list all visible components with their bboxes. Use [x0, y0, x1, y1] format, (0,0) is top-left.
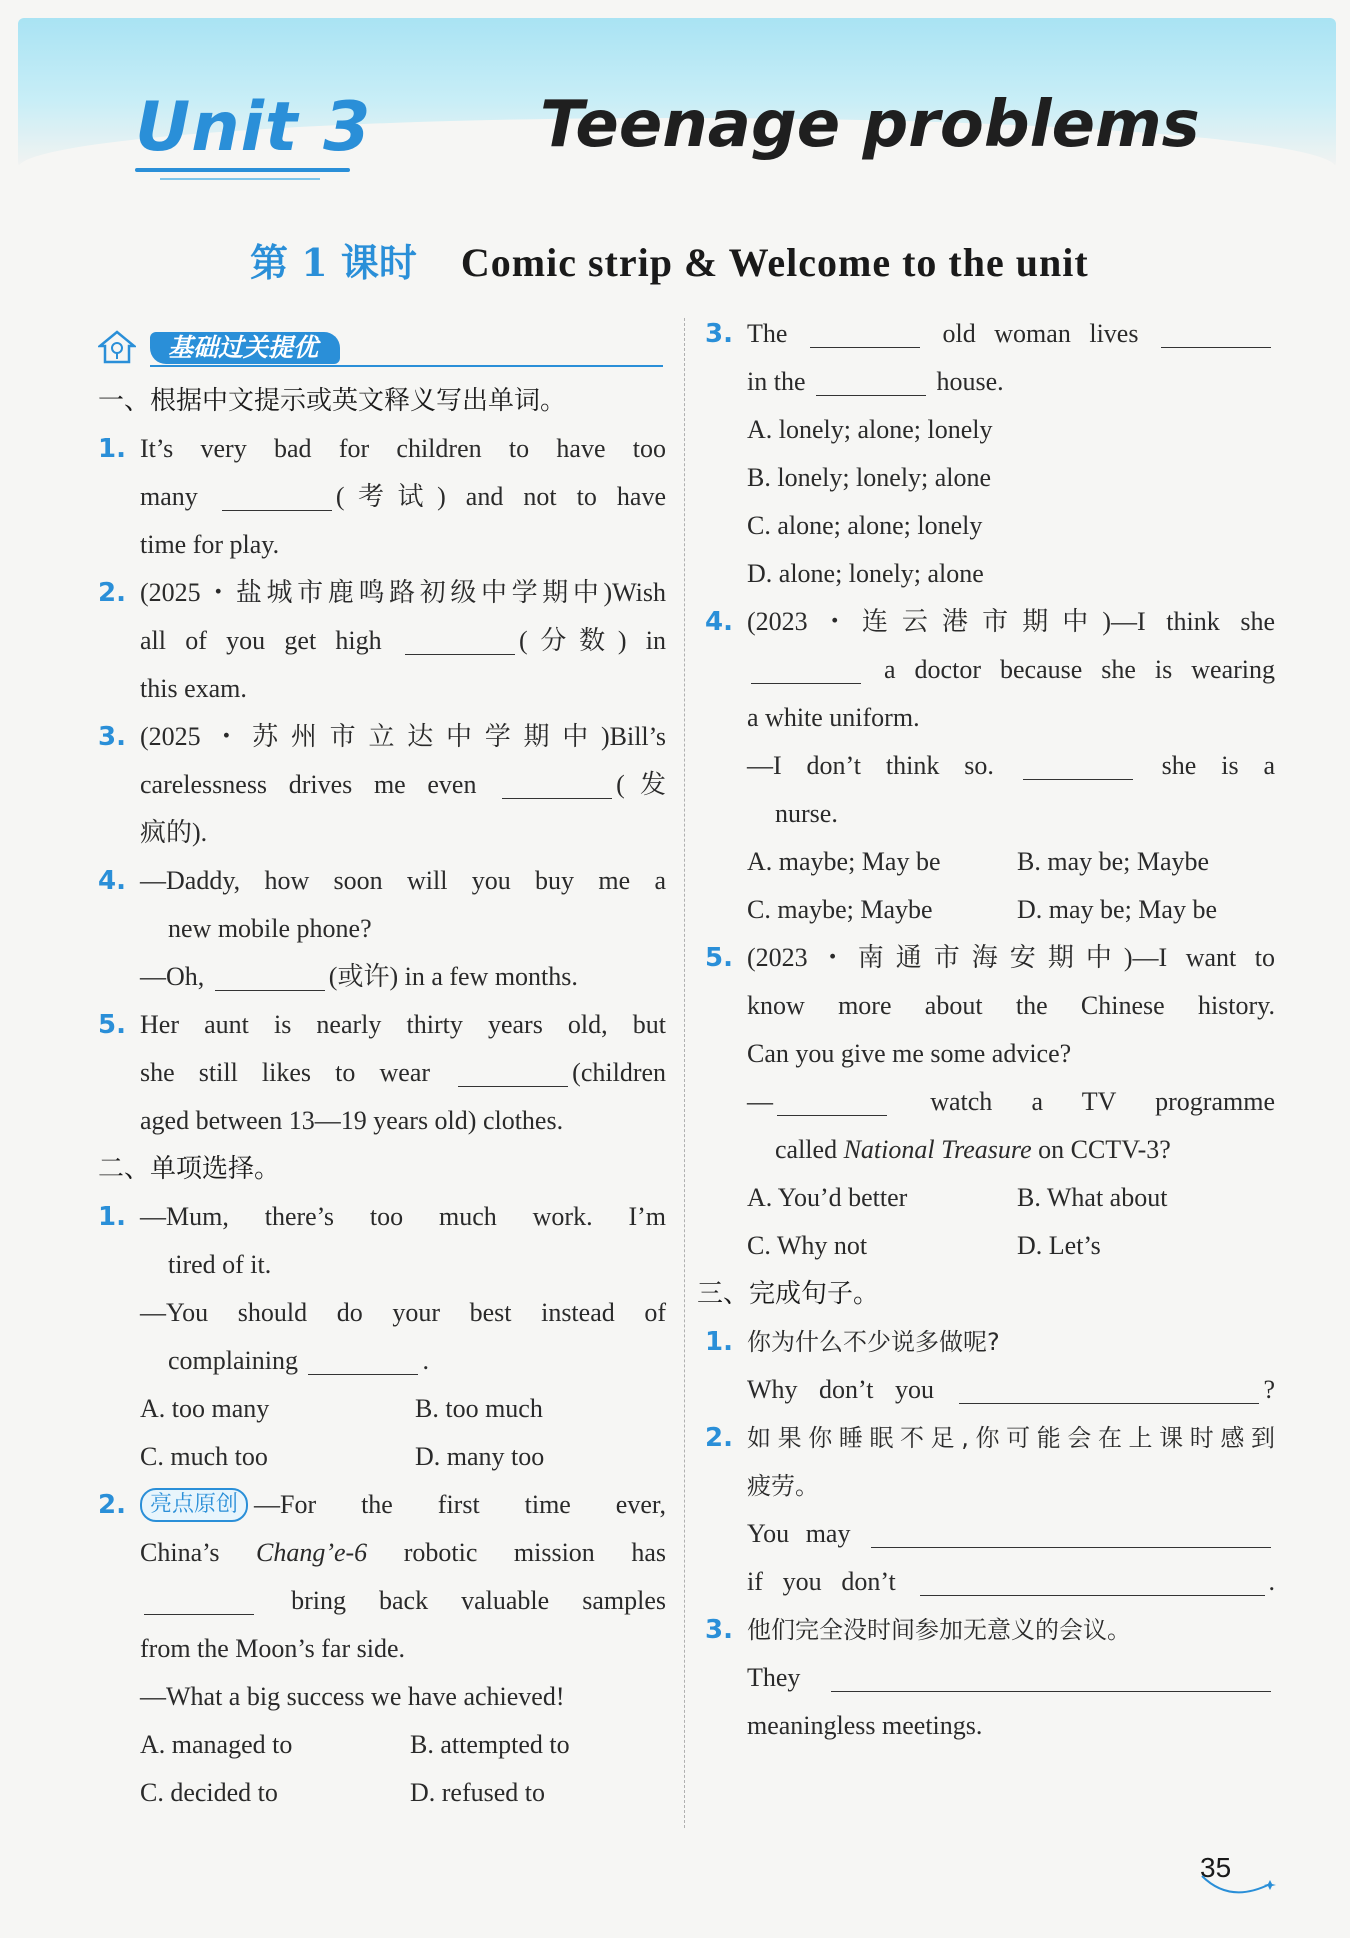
question-text: house. [936, 367, 1004, 396]
question-line [747, 1510, 1275, 1558]
question-line: (2025・苏州市立达中学期中)Bill’s [140, 722, 666, 751]
question-text: she is a [1161, 751, 1275, 780]
question-line: Her aunt is nearly thirty years old, but [140, 1010, 666, 1039]
question-line [747, 742, 1275, 790]
choice-question-4 [705, 598, 1275, 934]
question-text-italic: Chang’e-6 [255, 1538, 368, 1567]
option-d[interactable]: D. many too [415, 1442, 545, 1471]
column-divider [684, 318, 685, 1828]
question-line [747, 1558, 1275, 1606]
question-line: a white uniform. [747, 703, 920, 732]
answer-blank[interactable] [1161, 317, 1271, 348]
question-number: 5. [98, 1010, 126, 1040]
choice-question-2 [98, 1481, 666, 1817]
sentence-question-1 [705, 1318, 1275, 1414]
question-text: . [1268, 1567, 1275, 1596]
question-number: 2. [98, 578, 126, 608]
question-line [747, 1366, 1275, 1414]
answer-blank[interactable] [405, 624, 515, 655]
question-text: (分数) in [518, 626, 667, 655]
question-line: from the Moon’s far side. [140, 1634, 406, 1663]
question-text: Why don’t you [747, 1375, 934, 1404]
question-line: time for play. [140, 530, 280, 559]
question-number: 2. [705, 1423, 733, 1453]
question-line [747, 1126, 1275, 1174]
fill-question-3 [98, 713, 666, 857]
question-line [747, 646, 1275, 694]
question-number: 3. [98, 722, 126, 752]
part2-title: 二、单项选择。 [98, 1154, 281, 1184]
question-line: 他们完全没时间参加无意义的会议。 [747, 1616, 1131, 1644]
question-line: know more about the Chinese history. [747, 991, 1275, 1020]
choice-question-5 [705, 934, 1275, 1270]
question-number: 3. [705, 1615, 733, 1645]
right-column [697, 310, 1276, 1750]
answer-blank[interactable] [144, 1584, 254, 1615]
question-text: watch a TV programme [930, 1087, 1275, 1116]
answer-blank[interactable] [831, 1661, 1271, 1692]
question-line: this exam. [140, 674, 247, 703]
lesson-title: Comic strip & Welcome to the unit [460, 240, 1089, 285]
question-number: 1. [98, 434, 126, 464]
question-line: 疯的). [140, 818, 208, 847]
option-b[interactable]: B. too much [415, 1394, 543, 1423]
question-line [140, 617, 666, 665]
question-line [140, 1577, 666, 1625]
question-line [140, 1337, 666, 1385]
options-row [140, 1769, 666, 1817]
question-line: Can you give me some advice? [747, 1039, 1072, 1068]
question-text: robotic mission has [403, 1538, 666, 1567]
option-b[interactable]: B. What about [1017, 1183, 1168, 1212]
question-line [140, 1481, 666, 1529]
option-b[interactable]: B. attempted to [410, 1730, 570, 1759]
question-text: (发 [616, 770, 666, 799]
question-text-italic: National Treasure [843, 1135, 1032, 1164]
unit-underline-secondary [160, 178, 320, 180]
question-text: The [747, 319, 788, 348]
question-line: (2023・南通市海安期中)—I want to [747, 943, 1275, 972]
unit-label: Unit 3 [135, 88, 372, 167]
options-row [140, 1721, 666, 1769]
question-line: new mobile phone? [168, 914, 372, 943]
question-line [140, 761, 666, 809]
question-text: old woman lives [942, 319, 1139, 348]
question-line: aged between 13—19 years old) clothes. [140, 1106, 564, 1135]
question-line: — watch a TV programme [747, 1087, 1275, 1116]
question-text: if you don’t [747, 1567, 896, 1596]
house-icon [98, 330, 136, 364]
question-line: It’s very bad for children to have too [140, 434, 666, 463]
answer-blank[interactable] [871, 1517, 1271, 1548]
fill-question-4 [98, 857, 666, 1001]
question-text: many [140, 482, 198, 511]
answer-blank[interactable] [215, 960, 325, 991]
option-c[interactable]: C. decided to [140, 1778, 278, 1807]
part3-title: 三、完成句子。 [697, 1279, 880, 1309]
question-line: —Daddy, how soon will you buy me a [140, 866, 666, 895]
options-row [140, 1385, 666, 1433]
option-d[interactable]: D. refused to [410, 1778, 546, 1807]
page-curve-icon [1200, 1870, 1280, 1900]
question-text: carelessness drives me even [140, 770, 477, 799]
question-text: ? [1263, 1375, 1275, 1404]
option-d[interactable]: D. may be; May be [1017, 895, 1218, 924]
option-a[interactable]: A. managed to [140, 1730, 293, 1759]
badge-rule [150, 365, 663, 367]
option-a[interactable]: A. too many [140, 1394, 270, 1423]
answer-blank[interactable] [959, 1373, 1259, 1404]
options-row [747, 838, 1275, 886]
question-line [747, 310, 1275, 358]
question-line: nurse. [775, 799, 838, 828]
question-number: 1. [98, 1202, 126, 1232]
question-text: (考试) and not to have [335, 482, 666, 511]
part1-title: 一、根据中文提示或英文释义写出单词。 [98, 386, 567, 416]
options-row [747, 886, 1275, 934]
answer-blank[interactable] [920, 1565, 1265, 1596]
options-row [747, 1222, 1275, 1270]
option-d[interactable]: D. alone; lonely; alone [747, 559, 984, 588]
badge-label: 基础过关提优 [150, 332, 340, 364]
option-c[interactable]: C. much too [140, 1442, 268, 1471]
answer-blank[interactable] [1023, 749, 1133, 780]
page-number: 35 [1200, 1852, 1232, 1883]
answer-blank[interactable] [308, 1344, 418, 1375]
choice-question-3 [705, 310, 1275, 598]
question-text: . [422, 1346, 429, 1375]
question-text: on CCTV-3? [1038, 1135, 1171, 1164]
options-row [140, 1433, 666, 1481]
question-line: —What a big success we have achieved! [140, 1682, 565, 1711]
question-number: 4. [705, 607, 733, 637]
options-row [747, 1174, 1275, 1222]
unit-title: Teenage problems [540, 88, 1200, 162]
option-a[interactable]: A. You’d better [747, 1183, 908, 1212]
question-text: —Oh, [140, 962, 205, 991]
option-c[interactable]: C. Why not [747, 1231, 868, 1260]
unit-underline [135, 168, 350, 172]
fill-question-2 [98, 569, 666, 713]
question-line: meaningless meetings. [747, 1711, 983, 1740]
question-line [140, 1049, 666, 1097]
question-line: 如果你睡眠不足,你可能会在上课时感到 [747, 1424, 1275, 1452]
question-number: 2. [98, 1490, 126, 1520]
sentence-question-2 [705, 1414, 1275, 1606]
lesson-number: 第 1 课时 [250, 240, 417, 285]
question-text: (children [572, 1058, 667, 1087]
question-line [747, 1654, 1275, 1702]
left-column [98, 377, 666, 1817]
question-line [140, 953, 666, 1001]
question-line: —Mum, there’s too much work. I’m [140, 1202, 666, 1231]
question-text: bring back valuable samples [291, 1586, 667, 1615]
answer-blank[interactable] [751, 653, 861, 684]
sentence-question-3 [705, 1606, 1275, 1750]
question-text: a doctor because she is wearing [884, 655, 1276, 684]
question-text: complaining [168, 1346, 298, 1375]
question-line: tired of it. [168, 1250, 272, 1279]
question-number: 1. [705, 1327, 733, 1357]
option-d[interactable]: D. Let’s [1017, 1231, 1101, 1260]
question-line: 疲劳。 [747, 1472, 819, 1500]
option-a[interactable]: A. lonely; alone; lonely [747, 415, 993, 444]
question-line [747, 358, 1275, 406]
question-line: (2023・连云港市期中)—I think she [747, 607, 1275, 636]
question-text: she still likes to wear [140, 1058, 431, 1087]
choice-question-1 [98, 1193, 666, 1481]
answer-blank[interactable] [222, 480, 332, 511]
question-number: 3. [705, 319, 733, 349]
answer-blank[interactable] [458, 1056, 568, 1087]
question-text: You may [747, 1519, 851, 1548]
section-badge [98, 328, 663, 368]
answer-blank[interactable] [810, 317, 920, 348]
lesson-heading [250, 232, 1089, 287]
answer-blank[interactable] [777, 1085, 887, 1116]
option-c[interactable]: C. alone; alone; lonely [747, 511, 983, 540]
question-text: in the [747, 367, 806, 396]
question-text: —For the first time ever, [254, 1490, 666, 1519]
question-number: 4. [98, 866, 126, 896]
question-number: 5. [705, 943, 733, 973]
fill-question-5 [98, 1001, 666, 1145]
question-line [140, 473, 666, 521]
option-b[interactable]: B. lonely; lonely; alone [747, 463, 992, 492]
question-line: 你为什么不少说多做呢? [747, 1328, 1000, 1356]
question-line [140, 1529, 666, 1577]
answer-blank[interactable] [502, 768, 612, 799]
question-text: They [747, 1663, 801, 1692]
question-text: (或许) in a few months. [328, 962, 578, 991]
question-text: called [775, 1135, 838, 1164]
option-c[interactable]: C. maybe; Maybe [747, 895, 933, 924]
question-text: China’s [140, 1538, 220, 1567]
question-text: all of you get high [140, 626, 382, 655]
question-line: (2025・盐城市鹿鸣路初级中学期中)Wish [140, 578, 666, 607]
option-a[interactable]: A. maybe; May be [747, 847, 941, 876]
option-b[interactable]: B. may be; Maybe [1017, 847, 1210, 876]
fill-question-1 [98, 425, 666, 569]
question-line: —You should do your best instead of [140, 1298, 666, 1327]
original-tag: 亮点原创 [140, 1488, 248, 1522]
answer-blank[interactable] [816, 365, 926, 396]
question-text: —I don’t think so. [747, 751, 994, 780]
